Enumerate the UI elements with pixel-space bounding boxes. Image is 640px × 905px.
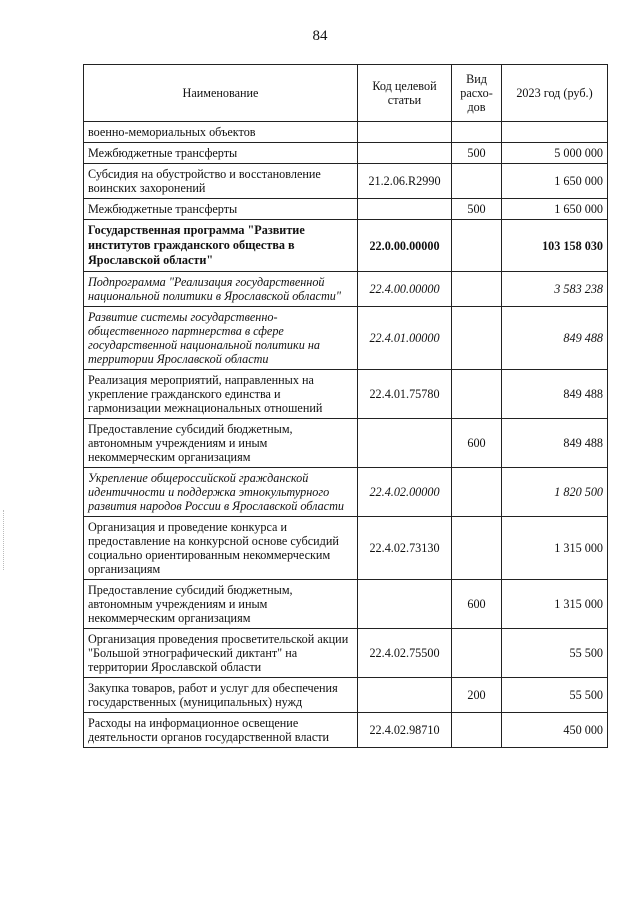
- row-code: 22.4.02.00000: [358, 468, 452, 517]
- row-name: Расходы на информационное освещение деятельности органов государственной власти: [84, 713, 358, 748]
- row-expense-type: [452, 468, 502, 517]
- budget-table: [83, 64, 608, 748]
- row-amount: 1 650 000: [502, 164, 608, 199]
- row-code: [358, 580, 452, 629]
- row-code: [358, 678, 452, 713]
- row-amount: 3 583 238: [502, 272, 608, 307]
- row-amount: 1 820 500: [502, 468, 608, 517]
- row-expense-type: [452, 629, 502, 678]
- row-amount: 5 000 000: [502, 143, 608, 164]
- table-row: [84, 199, 608, 220]
- row-name: Организация проведения просветительской акции "Большой этнографический диктант" на территории Ярославской области: [84, 629, 358, 678]
- margin-mark: [3, 510, 5, 570]
- row-amount: 450 000: [502, 713, 608, 748]
- row-amount: 849 488: [502, 370, 608, 419]
- table-row: [84, 629, 608, 678]
- row-amount: [502, 122, 608, 143]
- row-amount: 1 315 000: [502, 580, 608, 629]
- table-row: [84, 517, 608, 580]
- row-code: 22.0.00.00000: [358, 220, 452, 272]
- row-code: [358, 419, 452, 468]
- row-code: [358, 199, 452, 220]
- row-expense-type: [452, 122, 502, 143]
- header-code: Код целевой статьи: [358, 65, 452, 122]
- row-code: [358, 143, 452, 164]
- row-amount: 849 488: [502, 307, 608, 370]
- row-code: [358, 122, 452, 143]
- header-expense-type: Вид расхо-дов: [452, 65, 502, 122]
- table-row: [84, 713, 608, 748]
- row-amount: 849 488: [502, 419, 608, 468]
- row-name: Межбюджетные трансферты: [84, 199, 358, 220]
- row-code: 22.4.01.00000: [358, 307, 452, 370]
- table-row: [84, 468, 608, 517]
- row-amount: 103 158 030: [502, 220, 608, 272]
- header-name: Наименование: [84, 65, 358, 122]
- row-expense-type: 500: [452, 143, 502, 164]
- row-code: 22.4.02.98710: [358, 713, 452, 748]
- row-amount: 55 500: [502, 678, 608, 713]
- row-expense-type: 600: [452, 419, 502, 468]
- table-row: [84, 220, 608, 272]
- row-expense-type: 600: [452, 580, 502, 629]
- row-name: Межбюджетные трансферты: [84, 143, 358, 164]
- row-amount: 1 650 000: [502, 199, 608, 220]
- table-header-row: [84, 65, 608, 122]
- table-row: [84, 678, 608, 713]
- row-amount: 1 315 000: [502, 517, 608, 580]
- table-row: [84, 307, 608, 370]
- row-name: Развитие системы государственно-общественного партнерства в сфере государственной национальной политики на территории Ярославской области: [84, 307, 358, 370]
- row-name: Предоставление субсидий бюджетным, автономным учреждениям и иным некоммерческим организациям: [84, 580, 358, 629]
- row-expense-type: [452, 164, 502, 199]
- table-body: [84, 122, 608, 748]
- row-name: Организация и проведение конкурса и предоставление на конкурсной основе субсидий социально ориентированным некоммерческим организациям: [84, 517, 358, 580]
- row-expense-type: [452, 370, 502, 419]
- row-code: 21.2.06.R2990: [358, 164, 452, 199]
- page-number: 84: [312, 28, 328, 44]
- row-name: Подпрограмма "Реализация государственной национальной политики в Ярославской области": [84, 272, 358, 307]
- table-row: [84, 272, 608, 307]
- row-expense-type: [452, 272, 502, 307]
- row-code: 22.4.01.75780: [358, 370, 452, 419]
- row-name: военно-мемориальных объектов: [84, 122, 358, 143]
- row-name: Закупка товаров, работ и услуг для обеспечения государственных (муниципальных) нужд: [84, 678, 358, 713]
- row-code: 22.4.00.00000: [358, 272, 452, 307]
- row-name: Укрепление общероссийской гражданской идентичности и поддержка этнокультурного развития народов России в Ярославской области: [84, 468, 358, 517]
- row-amount: 55 500: [502, 629, 608, 678]
- table-row: [84, 164, 608, 199]
- table-row: [84, 419, 608, 468]
- row-expense-type: 200: [452, 678, 502, 713]
- row-code: 22.4.02.75500: [358, 629, 452, 678]
- header-amount-2023: 2023 год (руб.): [502, 65, 608, 122]
- table-row: [84, 122, 608, 143]
- row-name: Предоставление субсидий бюджетным, автономным учреждениям и иным некоммерческим организациям: [84, 419, 358, 468]
- row-name: Государственная программа "Развитие институтов гражданского общества в Ярославской области": [84, 220, 358, 272]
- row-expense-type: [452, 517, 502, 580]
- row-code: 22.4.02.73130: [358, 517, 452, 580]
- row-name: Реализация мероприятий, направленных на укрепление гражданского единства и гармонизации межнациональных отношений: [84, 370, 358, 419]
- table-row: [84, 580, 608, 629]
- table-row: [84, 143, 608, 164]
- row-name: Субсидия на обустройство и восстановление воинских захоронений: [84, 164, 358, 199]
- row-expense-type: [452, 307, 502, 370]
- row-expense-type: 500: [452, 199, 502, 220]
- table-row: [84, 370, 608, 419]
- row-expense-type: [452, 220, 502, 272]
- row-expense-type: [452, 713, 502, 748]
